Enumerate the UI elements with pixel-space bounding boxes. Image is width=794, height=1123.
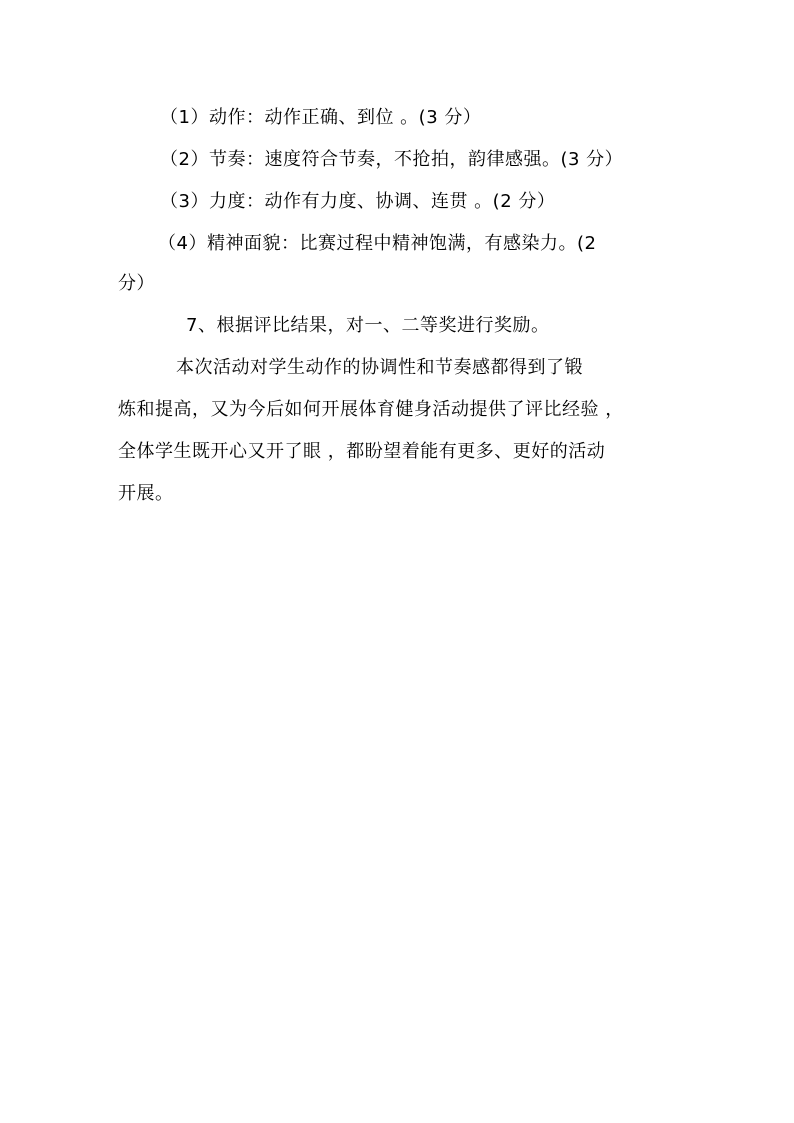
summary-line-2: 炼和提高，又为今后如何开展体育健身活动提供了评比经验 ，	[118, 399, 624, 420]
summary-line-1: 本次活动对学生动作的协调性和节奏感都得到了锻	[176, 357, 583, 378]
criterion-action: （1）动作：动作正确、到位 。(3 分）	[160, 107, 482, 128]
summary-line-4: 开展。	[118, 483, 174, 504]
criterion-rhythm: （2）节奏：速度符合节奏，不抢拍，韵律感强。(3 分）	[160, 149, 624, 170]
step-seven: 7、根据评比结果，对一、二等奖进行奖励。	[186, 315, 550, 336]
summary-line-3: 全体学生既开心又开了眼 ，都盼望着能有更多、更好的活动	[118, 441, 606, 462]
criterion-spirit-continued: 分）	[118, 273, 155, 294]
criterion-strength: （3）力度：动作有力度、协调、连贯 。(2 分）	[160, 191, 556, 212]
criterion-spirit: （4）精神面貌：比赛过程中精神饱满，有感染力。(2	[158, 233, 597, 254]
